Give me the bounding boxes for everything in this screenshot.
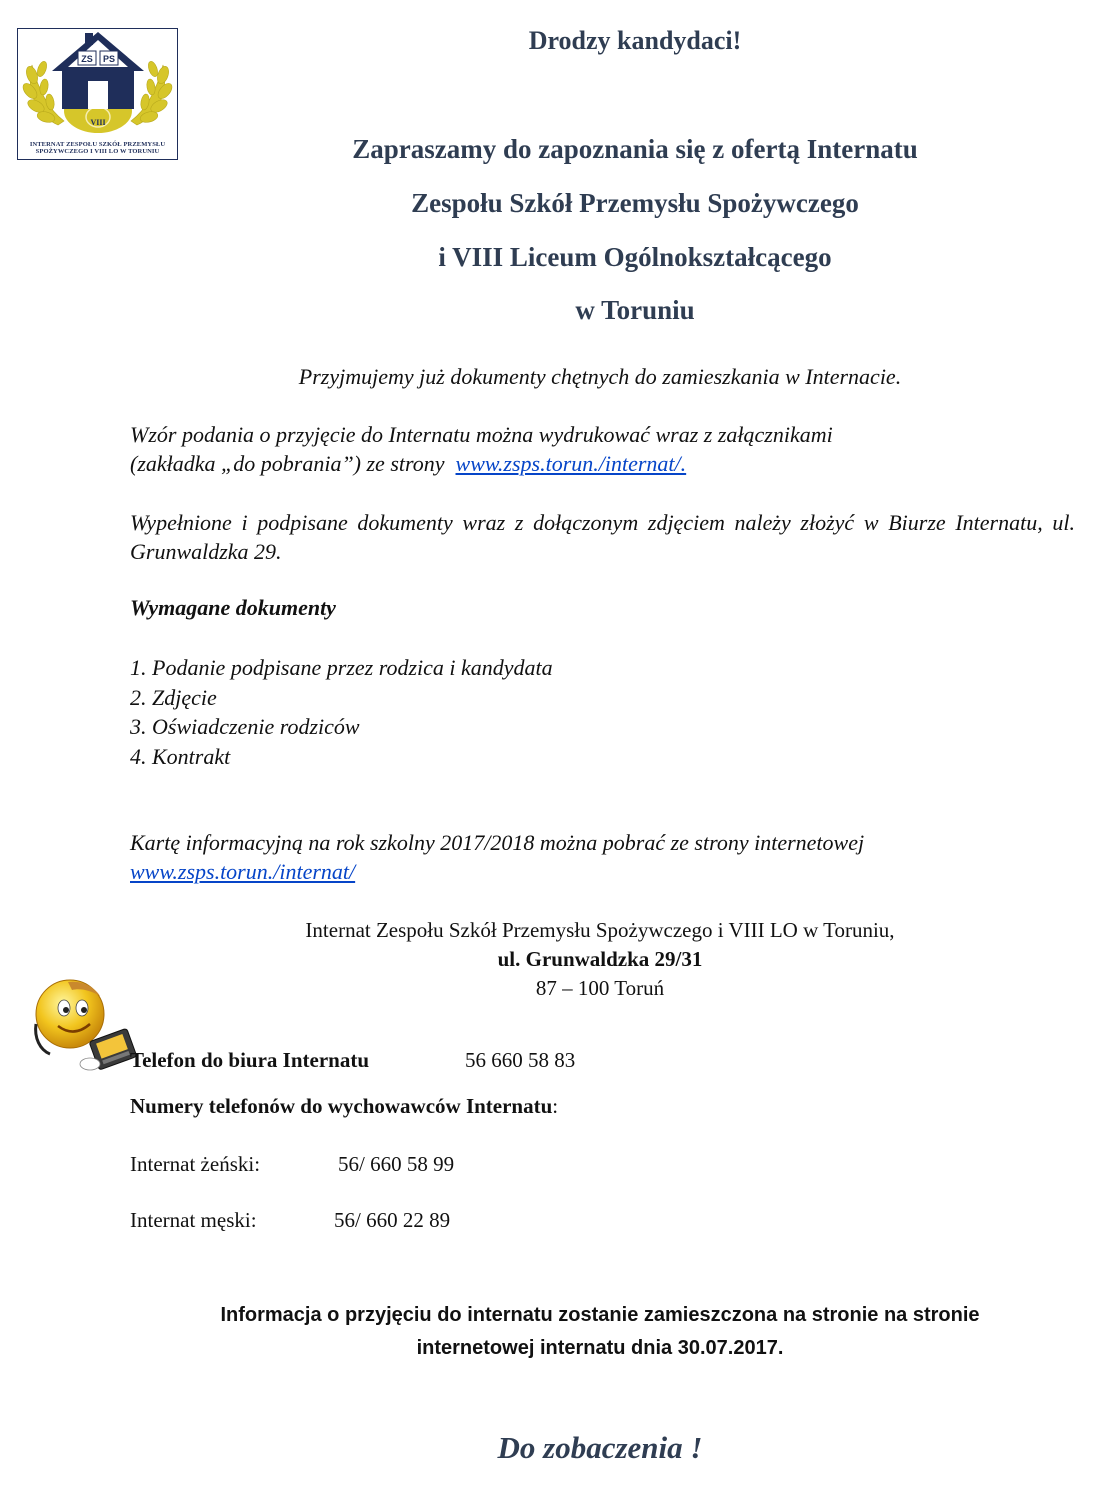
heading-line-4: w Toruniu bbox=[575, 295, 695, 325]
logo-badge-left: ZS bbox=[81, 54, 93, 64]
address-line-3: 87 – 100 Toruń bbox=[535, 976, 665, 1000]
template-line-2 bbox=[130, 449, 1075, 478]
farewell-text: Do zobaczenia ! bbox=[497, 1430, 703, 1465]
school-crest-icon bbox=[18, 29, 177, 137]
office-phone-number: 56 660 58 83 bbox=[465, 1048, 576, 1072]
greeting: Drodzy kandydaci! bbox=[528, 26, 742, 55]
submit-paragraph: Wypełnione i podpisane dokumenty wraz z dołączonym zdjęciem należy złożyć w Biurze Internatu, ul. Grunwaldzka 29. bbox=[130, 510, 1075, 564]
download-link[interactable]: www.zsps.torun./internat/. bbox=[455, 451, 687, 476]
info-card-link[interactable]: www.zsps.torun./internat/ bbox=[130, 859, 356, 884]
heading-line-3: i VIII Liceum Ogólnokształcącego bbox=[438, 242, 832, 272]
heading-line-2: Zespołu Szkół Przemysłu Spożywczego bbox=[411, 188, 859, 218]
logo-roman: VIII bbox=[90, 118, 106, 127]
required-documents-heading: Wymagane dokumenty bbox=[130, 595, 336, 620]
logo-badge-right: PS bbox=[102, 54, 116, 64]
notice-line-1: Informacja o przyjęciu do internatu zostanie zamieszczona na stronie na stronie bbox=[220, 1304, 980, 1326]
info-card-text: Kartę informacyjną na rok szkolny 2017/2018 można pobrać ze strony internetowej bbox=[130, 830, 865, 855]
heading-line-1: Zapraszamy do zapoznania się z ofertą Internatu bbox=[352, 134, 918, 164]
list-item: 2. Zdjęcie bbox=[130, 684, 217, 710]
smiley-phone-icon bbox=[28, 978, 140, 1080]
address-line-1: Internat Zespołu Szkół Przemysłu Spożywczego i VIII LO w Toruniu, bbox=[305, 918, 895, 942]
male-dorm-number: 56/ 660 22 89 bbox=[334, 1208, 451, 1232]
list-item: 3. Oświadczenie rodziców bbox=[130, 714, 360, 739]
school-logo bbox=[17, 28, 178, 160]
tutors-heading-colon: : bbox=[552, 1094, 559, 1118]
accepting-documents-text: Przyjmujemy już dokumenty chętnych do zamieszkania w Internacie. bbox=[298, 364, 902, 389]
info-card-paragraph bbox=[130, 828, 1075, 886]
male-dorm-label: Internat męski: bbox=[130, 1208, 257, 1232]
list-item: 4. Kontrakt bbox=[130, 743, 231, 769]
notice-line-2: internetowej internatu dnia 30.07.2017. bbox=[416, 1337, 784, 1359]
logo-caption-line1: INTERNAT ZESPOŁU SZKÓŁ PRZEMYSŁU bbox=[29, 141, 166, 148]
tutors-heading bbox=[130, 1094, 558, 1119]
list-item: 1. Podanie podpisane przez rodzica i kandydata bbox=[130, 655, 553, 680]
template-line-2-text: (zakładka „do pobrania”) ze strony bbox=[130, 451, 456, 476]
template-line-1: Wzór podania o przyjęcie do Internatu można wydrukować wraz z załącznikami bbox=[130, 422, 833, 447]
female-dorm-number: 56/ 660 58 99 bbox=[338, 1152, 455, 1176]
template-paragraph bbox=[130, 420, 1075, 478]
tutors-heading-text: Numery telefonów do wychowawców Internatu bbox=[130, 1094, 553, 1118]
address-line-2: ul. Grunwaldzka 29/31 bbox=[497, 947, 703, 971]
logo-caption bbox=[20, 141, 175, 155]
office-phone-label: Telefon do biura Internatu bbox=[130, 1048, 370, 1072]
logo-caption-line2: SPOŻYWCZEGO I VIII LO W TORUNIU bbox=[35, 148, 160, 155]
documents-list bbox=[130, 653, 830, 771]
female-dorm-label: Internat żeński: bbox=[130, 1152, 261, 1176]
